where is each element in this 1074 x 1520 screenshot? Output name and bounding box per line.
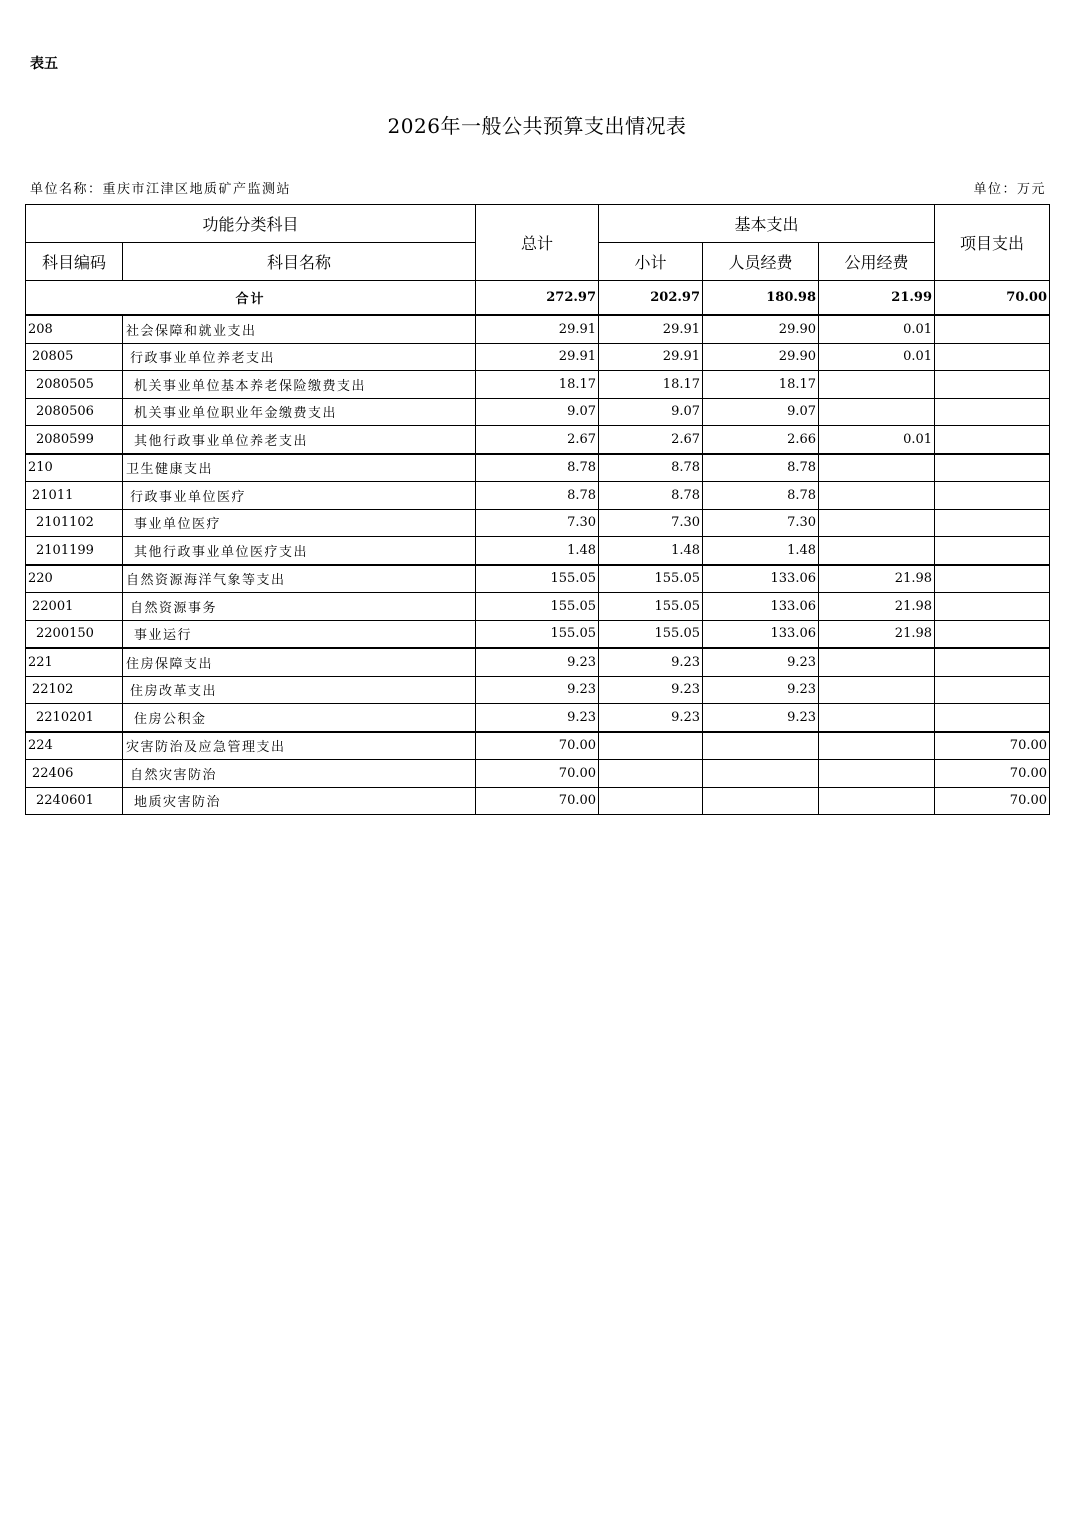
row-personnel: 29.90: [703, 315, 819, 343]
row-personnel: 9.23: [703, 676, 819, 704]
row-public: [819, 760, 935, 788]
row-name: 卫生健康支出: [123, 454, 476, 482]
row-subtotal: 8.78: [599, 454, 703, 482]
table-row: [26, 315, 1050, 343]
row-personnel: 8.78: [703, 482, 819, 510]
row-project: [935, 426, 1050, 454]
row-code: 2240601: [26, 787, 123, 815]
row-subtotal: 29.91: [599, 343, 703, 371]
table-row: [26, 509, 1050, 537]
row-total: 9.23: [476, 704, 599, 732]
row-personnel: 2.66: [703, 426, 819, 454]
row-public: [819, 454, 935, 482]
row-personnel: [703, 787, 819, 815]
row-project: [935, 620, 1050, 648]
row-personnel: 9.23: [703, 648, 819, 676]
row-project: 70.00: [935, 732, 1050, 760]
row-personnel: 9.07: [703, 398, 819, 426]
row-project: [935, 454, 1050, 482]
row-project: [935, 398, 1050, 426]
table-row: [26, 343, 1050, 371]
row-subtotal: [599, 732, 703, 760]
row-total: 18.17: [476, 371, 599, 399]
row-code: 2080505: [26, 371, 123, 399]
row-personnel: 29.90: [703, 343, 819, 371]
row-total: 29.91: [476, 343, 599, 371]
sum-public: 21.99: [819, 281, 935, 316]
row-name: 行政事业单位医疗: [123, 482, 476, 510]
row-public: [819, 509, 935, 537]
row-name: 行政事业单位养老支出: [123, 343, 476, 371]
row-public: [819, 398, 935, 426]
table-row: [26, 704, 1050, 732]
row-total: 70.00: [476, 732, 599, 760]
row-code: 220: [26, 565, 123, 593]
row-name: 地质灾害防治: [123, 787, 476, 815]
row-code: 2210201: [26, 704, 123, 732]
unit-name: 单位名称：重庆市江津区地质矿产监测站: [30, 182, 292, 197]
table-row: [26, 454, 1050, 482]
row-personnel: 9.23: [703, 704, 819, 732]
row-project: [935, 565, 1050, 593]
row-personnel: 133.06: [703, 565, 819, 593]
row-public: [819, 704, 935, 732]
row-subtotal: 29.91: [599, 315, 703, 343]
row-total: 8.78: [476, 454, 599, 482]
row-project: [935, 315, 1050, 343]
row-name: 社会保障和就业支出: [123, 315, 476, 343]
row-project: [935, 593, 1050, 621]
row-public: 0.01: [819, 315, 935, 343]
row-code: 221: [26, 648, 123, 676]
row-public: [819, 537, 935, 565]
row-personnel: 133.06: [703, 593, 819, 621]
row-code: 208: [26, 315, 123, 343]
row-public: 0.01: [819, 343, 935, 371]
row-personnel: 8.78: [703, 454, 819, 482]
sum-personnel: 180.98: [703, 281, 819, 316]
page-title: 2026年一般公共预算支出情况表: [387, 114, 687, 138]
row-total: 155.05: [476, 593, 599, 621]
currency-unit: 单位：万元: [973, 182, 1046, 197]
row-name: 事业运行: [123, 620, 476, 648]
row-subtotal: 9.23: [599, 704, 703, 732]
row-code: 2101199: [26, 537, 123, 565]
row-total: 70.00: [476, 760, 599, 788]
row-personnel: 133.06: [703, 620, 819, 648]
row-subtotal: 9.07: [599, 398, 703, 426]
row-code: 2080599: [26, 426, 123, 454]
row-code: 224: [26, 732, 123, 760]
row-public: [819, 787, 935, 815]
row-public: [819, 371, 935, 399]
row-personnel: 7.30: [703, 509, 819, 537]
row-project: 70.00: [935, 787, 1050, 815]
table-row: [26, 482, 1050, 510]
budget-table: [25, 204, 1050, 815]
row-code: 2080506: [26, 398, 123, 426]
row-subtotal: [599, 787, 703, 815]
row-project: [935, 704, 1050, 732]
row-name: 事业单位医疗: [123, 509, 476, 537]
row-project: [935, 482, 1050, 510]
table-row: [26, 676, 1050, 704]
header-personnel: 人员经费: [703, 243, 819, 281]
header-project: 项目支出: [935, 205, 1050, 281]
row-name: 其他行政事业单位医疗支出: [123, 537, 476, 565]
row-subtotal: 155.05: [599, 620, 703, 648]
row-subtotal: [599, 760, 703, 788]
header-total: 总计: [476, 205, 599, 281]
row-code: 22001: [26, 593, 123, 621]
row-total: 8.78: [476, 482, 599, 510]
row-public: [819, 648, 935, 676]
row-total: 9.23: [476, 648, 599, 676]
row-name: 住房保障支出: [123, 648, 476, 676]
row-name: 自然灾害防治: [123, 760, 476, 788]
row-project: [935, 343, 1050, 371]
row-project: [935, 371, 1050, 399]
row-project: [935, 537, 1050, 565]
row-subtotal: 155.05: [599, 565, 703, 593]
row-code: 20805: [26, 343, 123, 371]
header-name: 科目名称: [123, 243, 476, 281]
sum-label: 合计: [26, 281, 476, 316]
row-name: 住房公积金: [123, 704, 476, 732]
row-subtotal: 8.78: [599, 482, 703, 510]
header-basic: 基本支出: [599, 205, 935, 243]
header-function-class: 功能分类科目: [26, 205, 476, 243]
row-name: 机关事业单位职业年金缴费支出: [123, 398, 476, 426]
row-total: 7.30: [476, 509, 599, 537]
row-public: [819, 676, 935, 704]
table-number: 表五: [30, 56, 58, 72]
row-total: 9.07: [476, 398, 599, 426]
row-project: [935, 509, 1050, 537]
table-row: [26, 760, 1050, 788]
table-row: [26, 565, 1050, 593]
row-personnel: 18.17: [703, 371, 819, 399]
row-code: 21011: [26, 482, 123, 510]
table-row: [26, 398, 1050, 426]
row-personnel: 1.48: [703, 537, 819, 565]
row-code: 22406: [26, 760, 123, 788]
row-subtotal: 18.17: [599, 371, 703, 399]
row-public: 21.98: [819, 620, 935, 648]
row-total: 29.91: [476, 315, 599, 343]
table-row: [26, 426, 1050, 454]
row-public: 21.98: [819, 565, 935, 593]
sum-total: 272.97: [476, 281, 599, 316]
row-subtotal: 9.23: [599, 676, 703, 704]
sum-subtotal: 202.97: [599, 281, 703, 316]
row-subtotal: 155.05: [599, 593, 703, 621]
row-public: 21.98: [819, 593, 935, 621]
table-row: [26, 648, 1050, 676]
row-total: 2.67: [476, 426, 599, 454]
sum-row: [26, 281, 1050, 316]
row-code: 2200150: [26, 620, 123, 648]
row-total: 155.05: [476, 620, 599, 648]
row-total: 70.00: [476, 787, 599, 815]
row-project: [935, 676, 1050, 704]
row-personnel: [703, 732, 819, 760]
row-name: 自然资源海洋气象等支出: [123, 565, 476, 593]
row-name: 自然资源事务: [123, 593, 476, 621]
row-total: 1.48: [476, 537, 599, 565]
row-name: 住房改革支出: [123, 676, 476, 704]
table-row: [26, 732, 1050, 760]
row-subtotal: 2.67: [599, 426, 703, 454]
header-subtotal: 小计: [599, 243, 703, 281]
row-name: 其他行政事业单位养老支出: [123, 426, 476, 454]
table-row: [26, 620, 1050, 648]
row-subtotal: 1.48: [599, 537, 703, 565]
row-public: 0.01: [819, 426, 935, 454]
header-public: 公用经费: [819, 243, 935, 281]
row-subtotal: 9.23: [599, 648, 703, 676]
table-row: [26, 537, 1050, 565]
row-code: 210: [26, 454, 123, 482]
table-row: [26, 787, 1050, 815]
row-project: [935, 648, 1050, 676]
row-total: 9.23: [476, 676, 599, 704]
row-public: [819, 482, 935, 510]
table-row: [26, 371, 1050, 399]
sum-project: 70.00: [935, 281, 1050, 316]
row-code: 2101102: [26, 509, 123, 537]
row-name: 灾害防治及应急管理支出: [123, 732, 476, 760]
row-total: 155.05: [476, 565, 599, 593]
row-project: 70.00: [935, 760, 1050, 788]
table-row: [26, 593, 1050, 621]
row-code: 22102: [26, 676, 123, 704]
row-public: [819, 732, 935, 760]
row-subtotal: 7.30: [599, 509, 703, 537]
row-name: 机关事业单位基本养老保险缴费支出: [123, 371, 476, 399]
header-code: 科目编码: [26, 243, 123, 281]
row-personnel: [703, 760, 819, 788]
